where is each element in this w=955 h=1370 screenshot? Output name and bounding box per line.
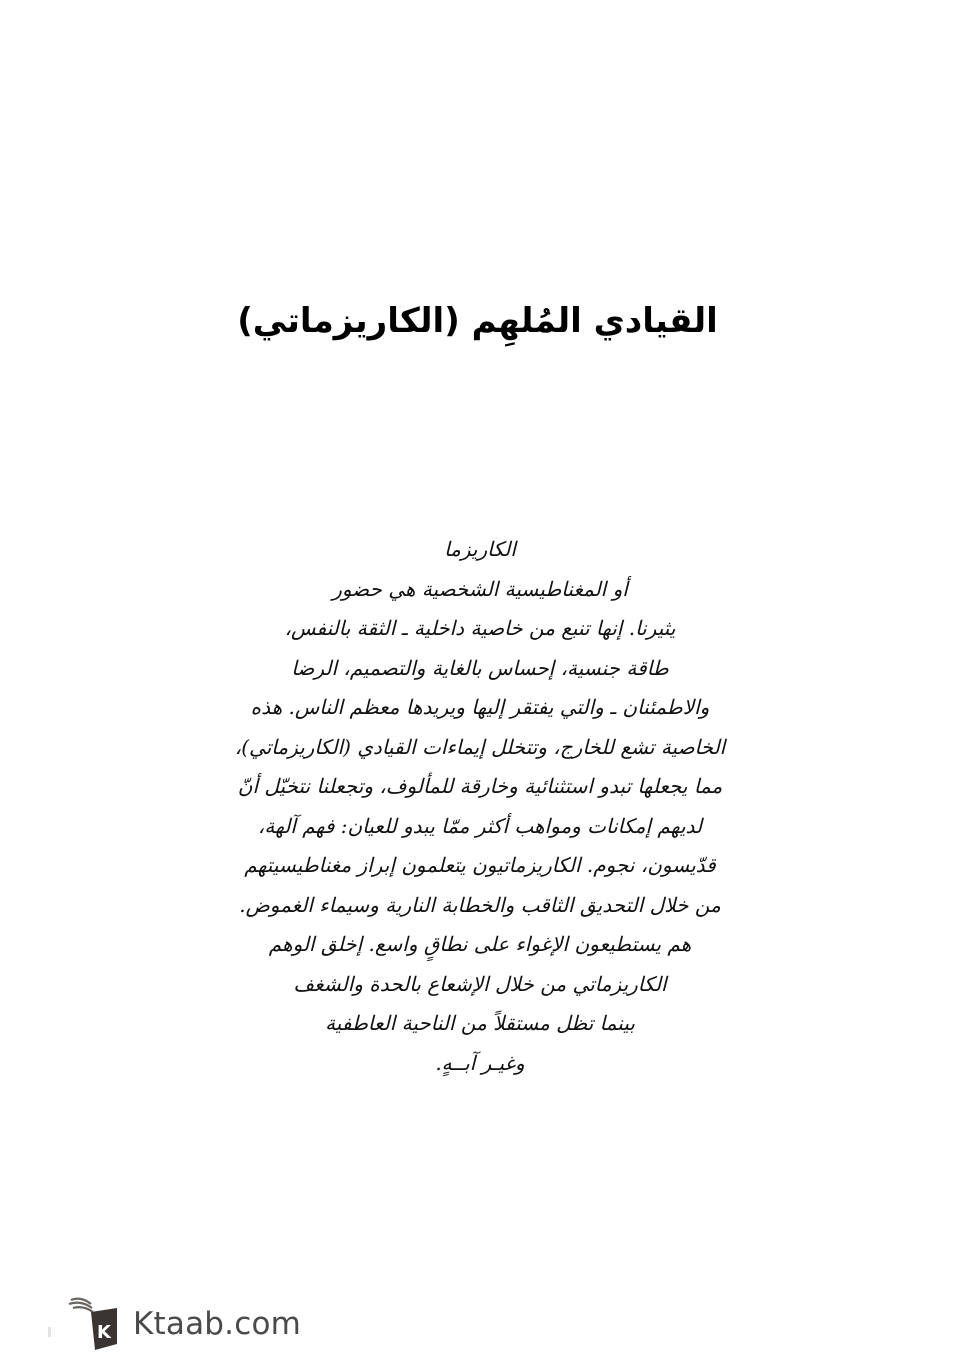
text-line: الكاريزما <box>444 537 516 561</box>
page-title: القيادي المُلهِم (الكاريزماتي) <box>237 300 718 341</box>
ktaab-watermark[interactable] <box>48 1290 301 1354</box>
text-line: الكاريزماتي من خلال الإشعاع بالحدة والشغف <box>293 971 667 996</box>
svg-text:K: K <box>97 1322 111 1343</box>
text-line: أو المغناطيسية الشخصية هي حضور <box>332 576 628 601</box>
body-paragraph <box>190 530 770 1083</box>
text-line: يثيرنا. إنها تنبع من خاصية داخلية ـ الثقة بالنفس، <box>284 616 676 640</box>
text-line: من خلال التحديق الثاقب والخطابة النارية وسيماء الغموض. <box>239 892 721 917</box>
text-line: والاطمئنان ـ والتي يفتقر إليها ويريدها معظم الناس. هذه <box>250 695 710 719</box>
book-logo-icon <box>65 1292 121 1352</box>
text-line: بينما تظل مستقلاً من الناحية العاطفية <box>325 1011 635 1035</box>
text-line: مما يجعلها تبدو استثنائية وخارقة للمألوف، وتجعلنا نتخيّل أنّ <box>237 774 723 798</box>
watermark-mark <box>48 1327 51 1337</box>
text-line: لديهم إمكانات ومواهب أكثر ممّا يبدو للعيان: فهم آلهة، <box>257 813 703 838</box>
text-line: وغيـر آبــهٍ. <box>435 1050 525 1075</box>
text-line: قدّيسون، نجوم. الكاريزماتيون يتعلمون إبراز مغناطيسيتهم <box>244 853 716 877</box>
text-line: هم يستطيعون الإغواء على نطاقٍ واسع. إخلق الوهم <box>268 932 692 956</box>
text-line: الخاصية تشع للخارج، وتتخلل إيماءات القيادي (الكاريزماتي)، <box>234 734 726 759</box>
text-line: طاقة جنسية، إحساس بالغاية والتصميم، الرضا <box>291 655 669 680</box>
watermark-brand-text[interactable]: Ktaab.com <box>133 1306 302 1342</box>
